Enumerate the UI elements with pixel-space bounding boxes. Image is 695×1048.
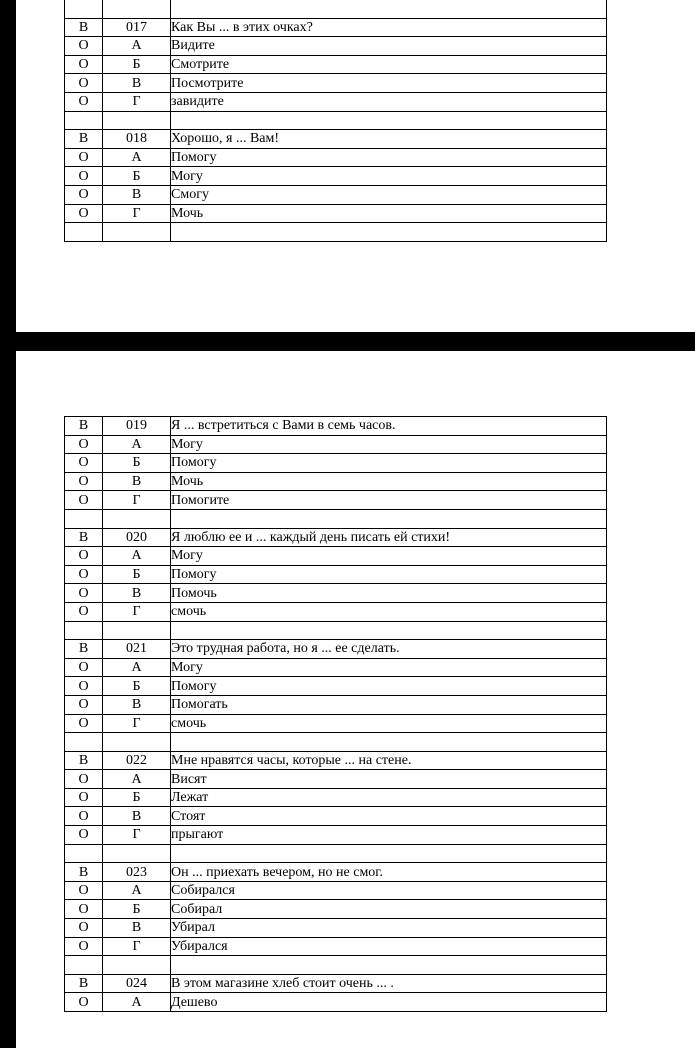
option-text: Смотрите — [171, 55, 607, 74]
option-row[interactable] — [65, 454, 607, 473]
option-text: Помогите — [171, 491, 607, 510]
question-number: 017 — [103, 18, 171, 37]
question-row — [65, 751, 607, 770]
option-code: О — [65, 565, 103, 584]
option-code: О — [65, 993, 103, 1012]
spacer-cell — [103, 621, 171, 640]
option-code: О — [65, 919, 103, 938]
spacer-cell — [103, 509, 171, 528]
option-text: Помогу — [171, 148, 607, 167]
option-row[interactable] — [65, 937, 607, 956]
spacer-cell — [103, 844, 171, 863]
question-row — [65, 18, 607, 37]
question-text: Он ... приехать вечером, но не смог. — [171, 863, 607, 882]
question-code: В — [65, 974, 103, 993]
spacer-row — [65, 621, 607, 640]
option-text: Убирался — [171, 937, 607, 956]
option-text: Лежат — [171, 788, 607, 807]
option-code: О — [65, 677, 103, 696]
option-letter: Г — [103, 937, 171, 956]
option-code: О — [65, 92, 103, 111]
spacer-cell — [65, 621, 103, 640]
spacer-cell — [65, 844, 103, 863]
option-row[interactable] — [65, 584, 607, 603]
option-row[interactable] — [65, 92, 607, 111]
question-code: В — [65, 18, 103, 37]
question-code: В — [65, 130, 103, 149]
option-row[interactable] — [65, 807, 607, 826]
question-code: В — [65, 640, 103, 659]
option-letter: В — [103, 695, 171, 714]
question-number: 021 — [103, 640, 171, 659]
question-text: Как Вы ... в этих очках? — [171, 18, 607, 37]
spacer-cell — [171, 844, 607, 863]
option-letter: Б — [103, 167, 171, 186]
option-text: Помочь — [171, 584, 607, 603]
question-row — [65, 974, 607, 993]
question-text: Мне нравятся часы, которые ... на стене. — [171, 751, 607, 770]
option-text: Могу — [171, 435, 607, 454]
option-text: Мочь — [171, 472, 607, 491]
option-code: О — [65, 584, 103, 603]
option-row[interactable] — [65, 919, 607, 938]
question-number: 020 — [103, 528, 171, 547]
spacer-cell — [65, 509, 103, 528]
option-code: О — [65, 770, 103, 789]
question-code: В — [65, 528, 103, 547]
option-row[interactable] — [65, 602, 607, 621]
spacer-row — [65, 956, 607, 975]
option-letter: А — [103, 547, 171, 566]
option-code: О — [65, 55, 103, 74]
spacer-cell — [65, 956, 103, 975]
spacer-cell — [171, 956, 607, 975]
option-row[interactable] — [65, 204, 607, 223]
option-text: Висят — [171, 770, 607, 789]
option-letter: А — [103, 148, 171, 167]
option-text: Дешево — [171, 993, 607, 1012]
option-text: прыгают — [171, 826, 607, 845]
option-code: О — [65, 74, 103, 93]
question-row — [65, 640, 607, 659]
option-row[interactable] — [65, 770, 607, 789]
option-row[interactable] — [65, 74, 607, 93]
option-row[interactable] — [65, 37, 607, 56]
option-letter: В — [103, 807, 171, 826]
option-text: завидите — [171, 92, 607, 111]
option-letter: Б — [103, 900, 171, 919]
option-letter: Б — [103, 454, 171, 473]
option-text: Помогу — [171, 565, 607, 584]
option-letter: Б — [103, 55, 171, 74]
question-row — [65, 863, 607, 882]
question-text: Хорошо, я ... Вам! — [171, 130, 607, 149]
option-row[interactable] — [65, 547, 607, 566]
option-code: О — [65, 435, 103, 454]
option-row[interactable] — [65, 55, 607, 74]
question-text: В этом магазине хлеб стоит очень ... . — [171, 974, 607, 993]
option-code: О — [65, 714, 103, 733]
option-text: Помогу — [171, 677, 607, 696]
option-row[interactable] — [65, 472, 607, 491]
option-code: О — [65, 937, 103, 956]
option-code: О — [65, 658, 103, 677]
option-letter: В — [103, 74, 171, 93]
option-letter: Г — [103, 92, 171, 111]
option-code: О — [65, 602, 103, 621]
option-row[interactable] — [65, 148, 607, 167]
option-row[interactable] — [65, 658, 607, 677]
option-row[interactable] — [65, 677, 607, 696]
spacer-cell — [171, 621, 607, 640]
spacer-row — [65, 223, 607, 242]
question-code: В — [65, 417, 103, 436]
option-code: О — [65, 826, 103, 845]
option-letter: Б — [103, 677, 171, 696]
option-code: О — [65, 695, 103, 714]
spacer-cell — [103, 956, 171, 975]
option-letter: В — [103, 472, 171, 491]
option-text: Стоят — [171, 807, 607, 826]
option-row[interactable] — [65, 167, 607, 186]
question-row — [65, 417, 607, 436]
question-text: Я люблю ее и ... каждый день писать ей стихи! — [171, 528, 607, 547]
option-row[interactable] — [65, 826, 607, 845]
question-row — [65, 528, 607, 547]
question-number: 023 — [103, 863, 171, 882]
option-row[interactable] — [65, 695, 607, 714]
question-number: 022 — [103, 751, 171, 770]
option-row[interactable] — [65, 435, 607, 454]
option-text: Могу — [171, 658, 607, 677]
question-number: 019 — [103, 417, 171, 436]
option-row[interactable] — [65, 881, 607, 900]
option-row[interactable] — [65, 900, 607, 919]
option-text: Могу — [171, 167, 607, 186]
question-number: 024 — [103, 974, 171, 993]
option-letter: В — [103, 584, 171, 603]
option-letter: А — [103, 770, 171, 789]
option-letter: Б — [103, 788, 171, 807]
option-letter: В — [103, 919, 171, 938]
option-code: О — [65, 167, 103, 186]
option-code: О — [65, 148, 103, 167]
option-letter: А — [103, 993, 171, 1012]
option-text: Убирал — [171, 919, 607, 938]
option-code: О — [65, 472, 103, 491]
option-text: Собирал — [171, 900, 607, 919]
option-code: О — [65, 881, 103, 900]
question-code: В — [65, 863, 103, 882]
option-text: Собирался — [171, 881, 607, 900]
option-code: О — [65, 37, 103, 56]
option-code: О — [65, 900, 103, 919]
option-letter: Г — [103, 714, 171, 733]
option-code: О — [65, 788, 103, 807]
quiz-table-top — [64, 0, 607, 242]
option-text: Мочь — [171, 204, 607, 223]
question-code: В — [65, 751, 103, 770]
option-row[interactable] — [65, 993, 607, 1012]
option-row[interactable] — [65, 491, 607, 510]
option-text: Помогать — [171, 695, 607, 714]
option-row[interactable] — [65, 185, 607, 204]
option-letter: А — [103, 435, 171, 454]
spacer-cell — [171, 509, 607, 528]
option-row[interactable] — [65, 565, 607, 584]
option-code: О — [65, 204, 103, 223]
option-letter: А — [103, 37, 171, 56]
page-gap-divider — [0, 332, 695, 351]
option-letter: Б — [103, 565, 171, 584]
option-letter: В — [103, 185, 171, 204]
left-black-border — [0, 0, 16, 1048]
option-row[interactable] — [65, 788, 607, 807]
option-code: О — [65, 185, 103, 204]
spacer-cell — [171, 733, 607, 752]
spacer-row — [65, 0, 607, 18]
option-letter: А — [103, 881, 171, 900]
option-text: Смогу — [171, 185, 607, 204]
spacer-row — [65, 733, 607, 752]
option-text: Могу — [171, 547, 607, 566]
question-text: Это трудная работа, но я ... ее сделать. — [171, 640, 607, 659]
option-text: Посмотрите — [171, 74, 607, 93]
quiz-table-bottom — [64, 416, 607, 1012]
option-letter: А — [103, 658, 171, 677]
spacer-cell — [65, 733, 103, 752]
question-row — [65, 130, 607, 149]
option-code: О — [65, 491, 103, 510]
option-letter: Г — [103, 826, 171, 845]
option-text: смочь — [171, 714, 607, 733]
option-text: Видите — [171, 37, 607, 56]
option-text: смочь — [171, 602, 607, 621]
option-text: Помогу — [171, 454, 607, 473]
option-code: О — [65, 807, 103, 826]
spacer-row — [65, 111, 607, 130]
question-number: 018 — [103, 130, 171, 149]
question-text: Я ... встретиться с Вами в семь часов. — [171, 417, 607, 436]
spacer-cell — [103, 733, 171, 752]
option-code: О — [65, 547, 103, 566]
spacer-row — [65, 509, 607, 528]
option-row[interactable] — [65, 714, 607, 733]
option-letter: Г — [103, 491, 171, 510]
option-letter: Г — [103, 204, 171, 223]
option-letter: Г — [103, 602, 171, 621]
option-code: О — [65, 454, 103, 473]
spacer-row — [65, 844, 607, 863]
